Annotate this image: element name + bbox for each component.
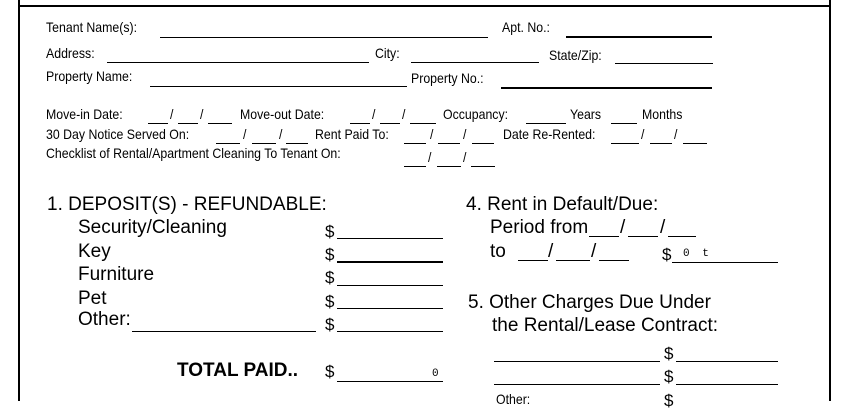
key-amount-field[interactable] (337, 261, 443, 263)
address-label: Address: (46, 45, 95, 61)
dollar-sign: $ (664, 391, 674, 410)
checklist-label: Checklist of Rental/Apartment Cleaning To Tenant On: (46, 145, 341, 161)
charge-2-description-field[interactable] (494, 384, 660, 385)
notice-label: 30 Day Notice Served On: (46, 126, 190, 142)
deposit-item-security: Security/Cleaning (78, 217, 227, 238)
slash: / (170, 106, 174, 122)
rent-paid-day-field[interactable] (438, 143, 460, 144)
occupancy-label: Occupancy: (443, 106, 509, 122)
dollar-sign: $ (325, 315, 335, 334)
other-charge-label: Other: (496, 391, 531, 407)
charge-2-amount-field[interactable] (676, 384, 778, 385)
other-deposit-description-field[interactable] (132, 331, 316, 332)
slash: / (372, 106, 376, 122)
period-from-label: Period from (490, 217, 589, 238)
dollar-sign: $ (664, 367, 674, 386)
notice-month-field[interactable] (216, 143, 240, 144)
rerented-month-field[interactable] (611, 143, 639, 144)
slash: / (641, 126, 645, 142)
notice-day-field[interactable] (252, 143, 276, 144)
deposit-item-other: Other: (78, 309, 131, 330)
total-paid-value: 0 (432, 368, 442, 380)
rent-default-heading: 4. Rent in Default/Due: (466, 194, 659, 215)
total-paid-field[interactable] (337, 381, 443, 382)
occupancy-years-field[interactable] (526, 123, 566, 124)
other-charges-heading-line2: the Rental/Lease Contract: (492, 315, 719, 336)
move-in-label: Move-in Date: (46, 106, 123, 122)
apt-no-field[interactable] (566, 36, 712, 38)
city-label: City: (375, 45, 400, 61)
dollar-sign: $ (325, 245, 335, 264)
charge-1-description-field[interactable] (494, 361, 660, 362)
property-name-field[interactable] (150, 86, 407, 87)
property-no-label: Property No.: (411, 70, 484, 86)
rent-paid-month-field[interactable] (404, 143, 426, 144)
slash: / (402, 106, 406, 122)
slash: / (660, 217, 666, 238)
period-from-month-field[interactable] (589, 236, 619, 237)
deposit-item-pet: Pet (78, 288, 107, 309)
deposit-heading: 1. DEPOSIT(S) - REFUNDABLE: (47, 194, 327, 215)
property-name-label: Property Name: (46, 68, 133, 84)
date-rerented-label: Date Re-Rented: (503, 126, 596, 142)
address-field[interactable] (107, 62, 369, 63)
notice-year-field[interactable] (286, 143, 308, 144)
slash: / (279, 126, 283, 142)
slash: / (200, 106, 204, 122)
dollar-sign: $ (325, 362, 335, 381)
other-charges-heading-line1: 5. Other Charges Due Under (468, 292, 711, 313)
dollar-sign: $ (325, 292, 335, 311)
rent-paid-year-field[interactable] (472, 143, 494, 144)
slash: / (674, 126, 678, 142)
period-from-day-field[interactable] (628, 236, 658, 237)
slash: / (430, 126, 434, 142)
period-to-year-field[interactable] (599, 260, 629, 261)
furniture-amount-field[interactable] (337, 285, 443, 286)
charge-1-amount-field[interactable] (676, 361, 778, 362)
period-from-year-field[interactable] (668, 236, 696, 237)
dollar-sign: $ (664, 344, 674, 363)
other-deposit-amount-field[interactable] (337, 331, 443, 332)
checklist-month-field[interactable] (404, 166, 426, 167)
rerented-day-field[interactable] (650, 143, 672, 144)
to-label: to (490, 241, 506, 262)
slash: / (620, 217, 626, 238)
slash: / (463, 149, 467, 165)
state-zip-field[interactable] (615, 63, 713, 64)
slash: / (548, 241, 554, 262)
city-field[interactable] (411, 62, 539, 63)
rerented-year-field[interactable] (683, 143, 707, 144)
slash: / (428, 149, 432, 165)
slash: / (243, 126, 247, 142)
rent-paid-label: Rent Paid To: (315, 126, 389, 142)
move-out-year-field[interactable] (410, 123, 436, 124)
pet-amount-field[interactable] (337, 308, 443, 309)
years-label: Years (570, 106, 602, 122)
tenant-names-field[interactable] (160, 37, 488, 38)
checklist-day-field[interactable] (437, 166, 461, 167)
dollar-sign: $ (662, 245, 672, 264)
months-label: Months (642, 106, 683, 122)
state-zip-label: State/Zip: (549, 47, 602, 63)
occupancy-months-field[interactable] (611, 123, 637, 124)
move-out-day-field[interactable] (380, 123, 400, 124)
move-out-label: Move-out Date: (240, 106, 325, 122)
property-no-field[interactable] (501, 87, 712, 89)
move-in-year-field[interactable] (208, 123, 232, 124)
period-to-month-field[interactable] (518, 260, 548, 261)
move-in-day-field[interactable] (178, 123, 198, 124)
tenant-names-label: Tenant Name(s): (46, 19, 138, 35)
move-out-month-field[interactable] (350, 123, 370, 124)
checklist-year-field[interactable] (471, 166, 495, 167)
dollar-sign: $ (325, 222, 335, 241)
slash: / (591, 241, 597, 262)
apt-no-label: Apt. No.: (502, 19, 550, 35)
move-in-month-field[interactable] (148, 123, 168, 124)
deposit-item-key: Key (78, 241, 111, 262)
deposit-item-furniture: Furniture (78, 264, 155, 285)
rent-due-amount-field[interactable] (672, 262, 778, 263)
total-paid-label: TOTAL PAID.. (177, 360, 299, 381)
period-to-day-field[interactable] (556, 260, 590, 261)
top-rule (18, 5, 831, 7)
rent-due-value: 0 t (683, 248, 712, 260)
slash: / (463, 126, 467, 142)
dollar-sign: $ (325, 268, 335, 287)
security-amount-field[interactable] (337, 238, 443, 239)
